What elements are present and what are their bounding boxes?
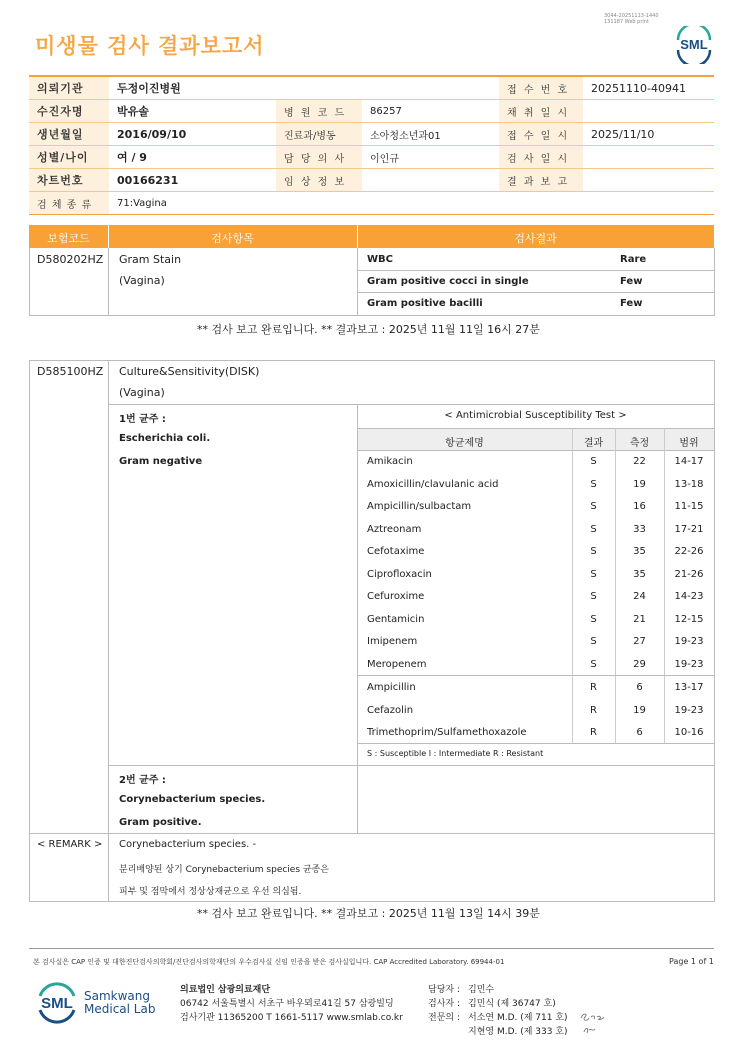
staff-name: 김민수: [468, 985, 495, 995]
value-sex-age: 여 / 9: [109, 146, 276, 169]
ast-result: S: [590, 523, 597, 535]
ast-drug-name: Ciprofloxacin: [367, 568, 432, 580]
value-chart: 00166231: [109, 169, 276, 192]
culture-specimen: (Vagina): [119, 386, 165, 399]
ast-measure: 19: [633, 478, 646, 490]
value-birth: 2016/09/10: [109, 123, 276, 146]
ast-range: 12-15: [674, 613, 704, 625]
ast-header-drug: 항균제명: [445, 438, 484, 449]
remark-line: 분리배양된 상기 Corynebacterium species 균종은: [119, 865, 329, 875]
ast-range: 19-23: [674, 704, 704, 716]
ast-measure: 24: [633, 591, 646, 602]
ast-drug-name: Amikacin: [367, 456, 413, 467]
label-institution: 의뢰기관: [29, 76, 109, 100]
culture-code: D585100HZ: [37, 365, 104, 378]
ast-measure: 22: [633, 456, 646, 467]
ast-range: 13-18: [674, 478, 704, 490]
remark-line: Corynebacterium species. -: [119, 839, 257, 850]
ast-drug-name: Meropenem: [367, 658, 427, 670]
page-number: Page 1 of 1: [669, 957, 714, 966]
org-contact: 검사기관 11365200 T 1661-5117 www.smlab.co.kr: [180, 1013, 403, 1023]
ast-result: S: [590, 456, 597, 467]
ast-result: S: [590, 568, 597, 580]
ast-result: S: [590, 658, 597, 670]
report-title: 미생물 검사 결과보고서: [35, 34, 265, 58]
ast-range: 10-16: [674, 727, 704, 738]
label-name: 수진자명: [29, 100, 109, 123]
gram-report-status: ** 검사 보고 완료입니다. ** 결과보고 : 2025년 11월 11일 16시 27분: [197, 323, 540, 336]
header-result: 검사결과: [514, 232, 557, 245]
value-report: [583, 169, 714, 192]
ast-result: R: [590, 727, 597, 738]
organism1-gram: Gram negative: [119, 456, 203, 467]
ast-measure: 6: [636, 682, 643, 693]
patient-info-table: [29, 75, 714, 215]
value-hospital-code: 86257: [362, 100, 499, 123]
gram-result-name: Gram positive bacilli: [367, 298, 483, 309]
ast-measure: 21: [633, 613, 646, 625]
ast-result: S: [590, 501, 597, 512]
value-collect-date: [583, 100, 714, 123]
value-clinical: [362, 169, 499, 192]
label-report: 결 과 보 고: [499, 169, 583, 192]
ast-drug-name: Imipenem: [367, 636, 418, 647]
header-item: 검사항목: [211, 232, 254, 245]
label-test-date: 검 사 일 시: [499, 146, 583, 169]
ast-range: 22-26: [674, 546, 704, 557]
ast-result: S: [590, 478, 597, 490]
label-collect-date: 채 취 일 시: [499, 100, 583, 123]
ast-measure: 19: [633, 704, 646, 716]
organism2-gram: Gram positive.: [119, 817, 202, 828]
ast-result: R: [590, 704, 597, 716]
staff-role: 전문의 :: [428, 1013, 460, 1023]
ast-header-result: 결과: [583, 438, 604, 449]
gram-result-name: Gram positive cocci in single: [367, 276, 529, 287]
ast-range: 19-23: [674, 636, 704, 647]
ast-range: 13-17: [674, 682, 704, 693]
org-address: 06742 서울특별시 서초구 바우뫼로41길 57 삼광빌딩: [180, 999, 394, 1009]
gram-result-name: WBC: [367, 254, 393, 265]
ast-measure: 35: [633, 546, 646, 557]
sml-logo: [674, 26, 714, 64]
signature-image: [578, 1008, 612, 1038]
staff-role: 검사자 :: [428, 999, 460, 1009]
ast-drug-name: Cefotaxime: [367, 546, 425, 557]
company-name: Samkwang Medical Lab: [84, 989, 156, 1016]
ast-legend: S : Susceptible I : Intermediate R : Resistant: [367, 749, 544, 758]
label-receipt-date: 접 수 일 시: [499, 123, 583, 146]
ast-range: 11-15: [674, 501, 704, 512]
label-dept: 진료과/병동: [276, 123, 362, 146]
svg-text:SML: SML: [41, 995, 73, 1012]
staff-role: 담당자 :: [428, 985, 460, 995]
culture-item: Culture&Sensitivity(DISK): [119, 365, 260, 378]
print-code: 3044-20251113-1440 131187 Web print: [604, 13, 659, 25]
gram-result-value: Few: [620, 298, 643, 309]
svg-text:SML: SML: [680, 37, 708, 52]
ast-result: S: [590, 613, 597, 625]
ast-measure: 16: [633, 501, 646, 512]
staff-name: 김민식 (제 36747 호): [468, 999, 556, 1009]
organism1-title: 1번 균주 :: [119, 414, 166, 425]
footer-divider: [29, 948, 714, 949]
ast-header-range: 범위: [679, 438, 699, 449]
ast-header-measure: 측정: [629, 438, 650, 449]
label-specimen: 검 체 종 류: [29, 192, 109, 215]
footer-sml-logo: [35, 981, 79, 1025]
ast-drug-name: Trimethoprim/Sulfamethoxazole: [367, 727, 527, 738]
ast-range: 19-23: [674, 658, 704, 670]
ast-range: 14-23: [674, 591, 704, 602]
label-birth: 생년월일: [29, 123, 109, 146]
ast-result: R: [590, 682, 597, 693]
value-test-date: [583, 146, 714, 169]
label-sex-age: 성별/나이: [29, 146, 109, 169]
ast-measure: 6: [636, 727, 643, 738]
org-name: 의료법인 삼광의료재단: [180, 985, 271, 995]
gram-specimen: (Vagina): [119, 274, 165, 287]
label-chart: 차트번호: [29, 169, 109, 192]
value-doctor: 이인규: [362, 146, 499, 169]
gram-code: D580202HZ: [37, 253, 104, 266]
ast-result: S: [590, 636, 597, 647]
ast-drug-name: Ampicillin/sulbactam: [367, 501, 472, 512]
value-specimen: 71:Vagina: [109, 192, 714, 215]
ast-drug-name: Gentamicin: [367, 613, 425, 625]
ast-drug-name: Ampicillin: [367, 682, 416, 693]
ast-measure: 33: [633, 523, 646, 535]
ast-measure: 29: [633, 658, 646, 670]
ast-measure: 35: [633, 568, 646, 580]
organism2-title: 2번 균주 :: [119, 775, 166, 786]
organism2-name: Corynebacterium species.: [119, 794, 266, 805]
gram-item: Gram Stain: [119, 253, 182, 266]
value-name: 박유솔: [109, 100, 276, 123]
ast-drug-name: Amoxicillin/clavulanic acid: [367, 478, 499, 490]
ast-drug-name: Cefuroxime: [367, 591, 425, 602]
staff-name: 지현영 M.D. (제 333 호): [468, 1027, 568, 1037]
accreditation-note: 본 검사실은 CAP 인증 및 대한진단검사의학회/진단검사의학재단의 우수검사실 신임 인증을 받은 검사실입니다. CAP Accredited Laboratory. 69944-01: [33, 958, 505, 966]
label-hospital-code: 병 원 코 드: [276, 100, 362, 123]
ast-range: 17-21: [674, 523, 704, 535]
ast-title: < Antimicrobial Susceptibility Test >: [444, 410, 627, 421]
ast-drug-name: Aztreonam: [367, 523, 422, 535]
label-clinical: 임 상 정 보: [276, 169, 362, 192]
header-code: 보험코드: [47, 232, 90, 245]
value-dept: 소아청소년과01: [362, 123, 499, 146]
remark-label: < REMARK >: [37, 839, 103, 850]
ast-result: S: [590, 546, 597, 557]
staff-name: 서소연 M.D. (제 711 호): [468, 1013, 568, 1023]
organism1-name: Escherichia coli.: [119, 433, 211, 444]
ast-result: S: [590, 591, 597, 602]
label-doctor: 담 당 의 사: [276, 146, 362, 169]
value-institution: 두정이진병원: [109, 76, 499, 100]
remark-line: 피부 및 점막에서 정상상재균으로 우선 의심됨.: [119, 887, 302, 897]
ast-range: 21-26: [674, 568, 704, 580]
ast-drug-name: Cefazolin: [367, 704, 414, 716]
ast-measure: 27: [633, 636, 646, 647]
gram-result-value: Rare: [620, 254, 647, 265]
gram-result-value: Few: [620, 276, 643, 287]
culture-report-status: ** 검사 보고 완료입니다. ** 결과보고 : 2025년 11월 13일 14시 39분: [197, 907, 540, 920]
value-receipt-date: 2025/11/10: [583, 123, 714, 146]
ast-range: 14-17: [674, 456, 704, 467]
label-receipt-no: 접 수 번 호: [499, 76, 583, 100]
value-receipt-no: 20251110-40941: [583, 76, 714, 100]
